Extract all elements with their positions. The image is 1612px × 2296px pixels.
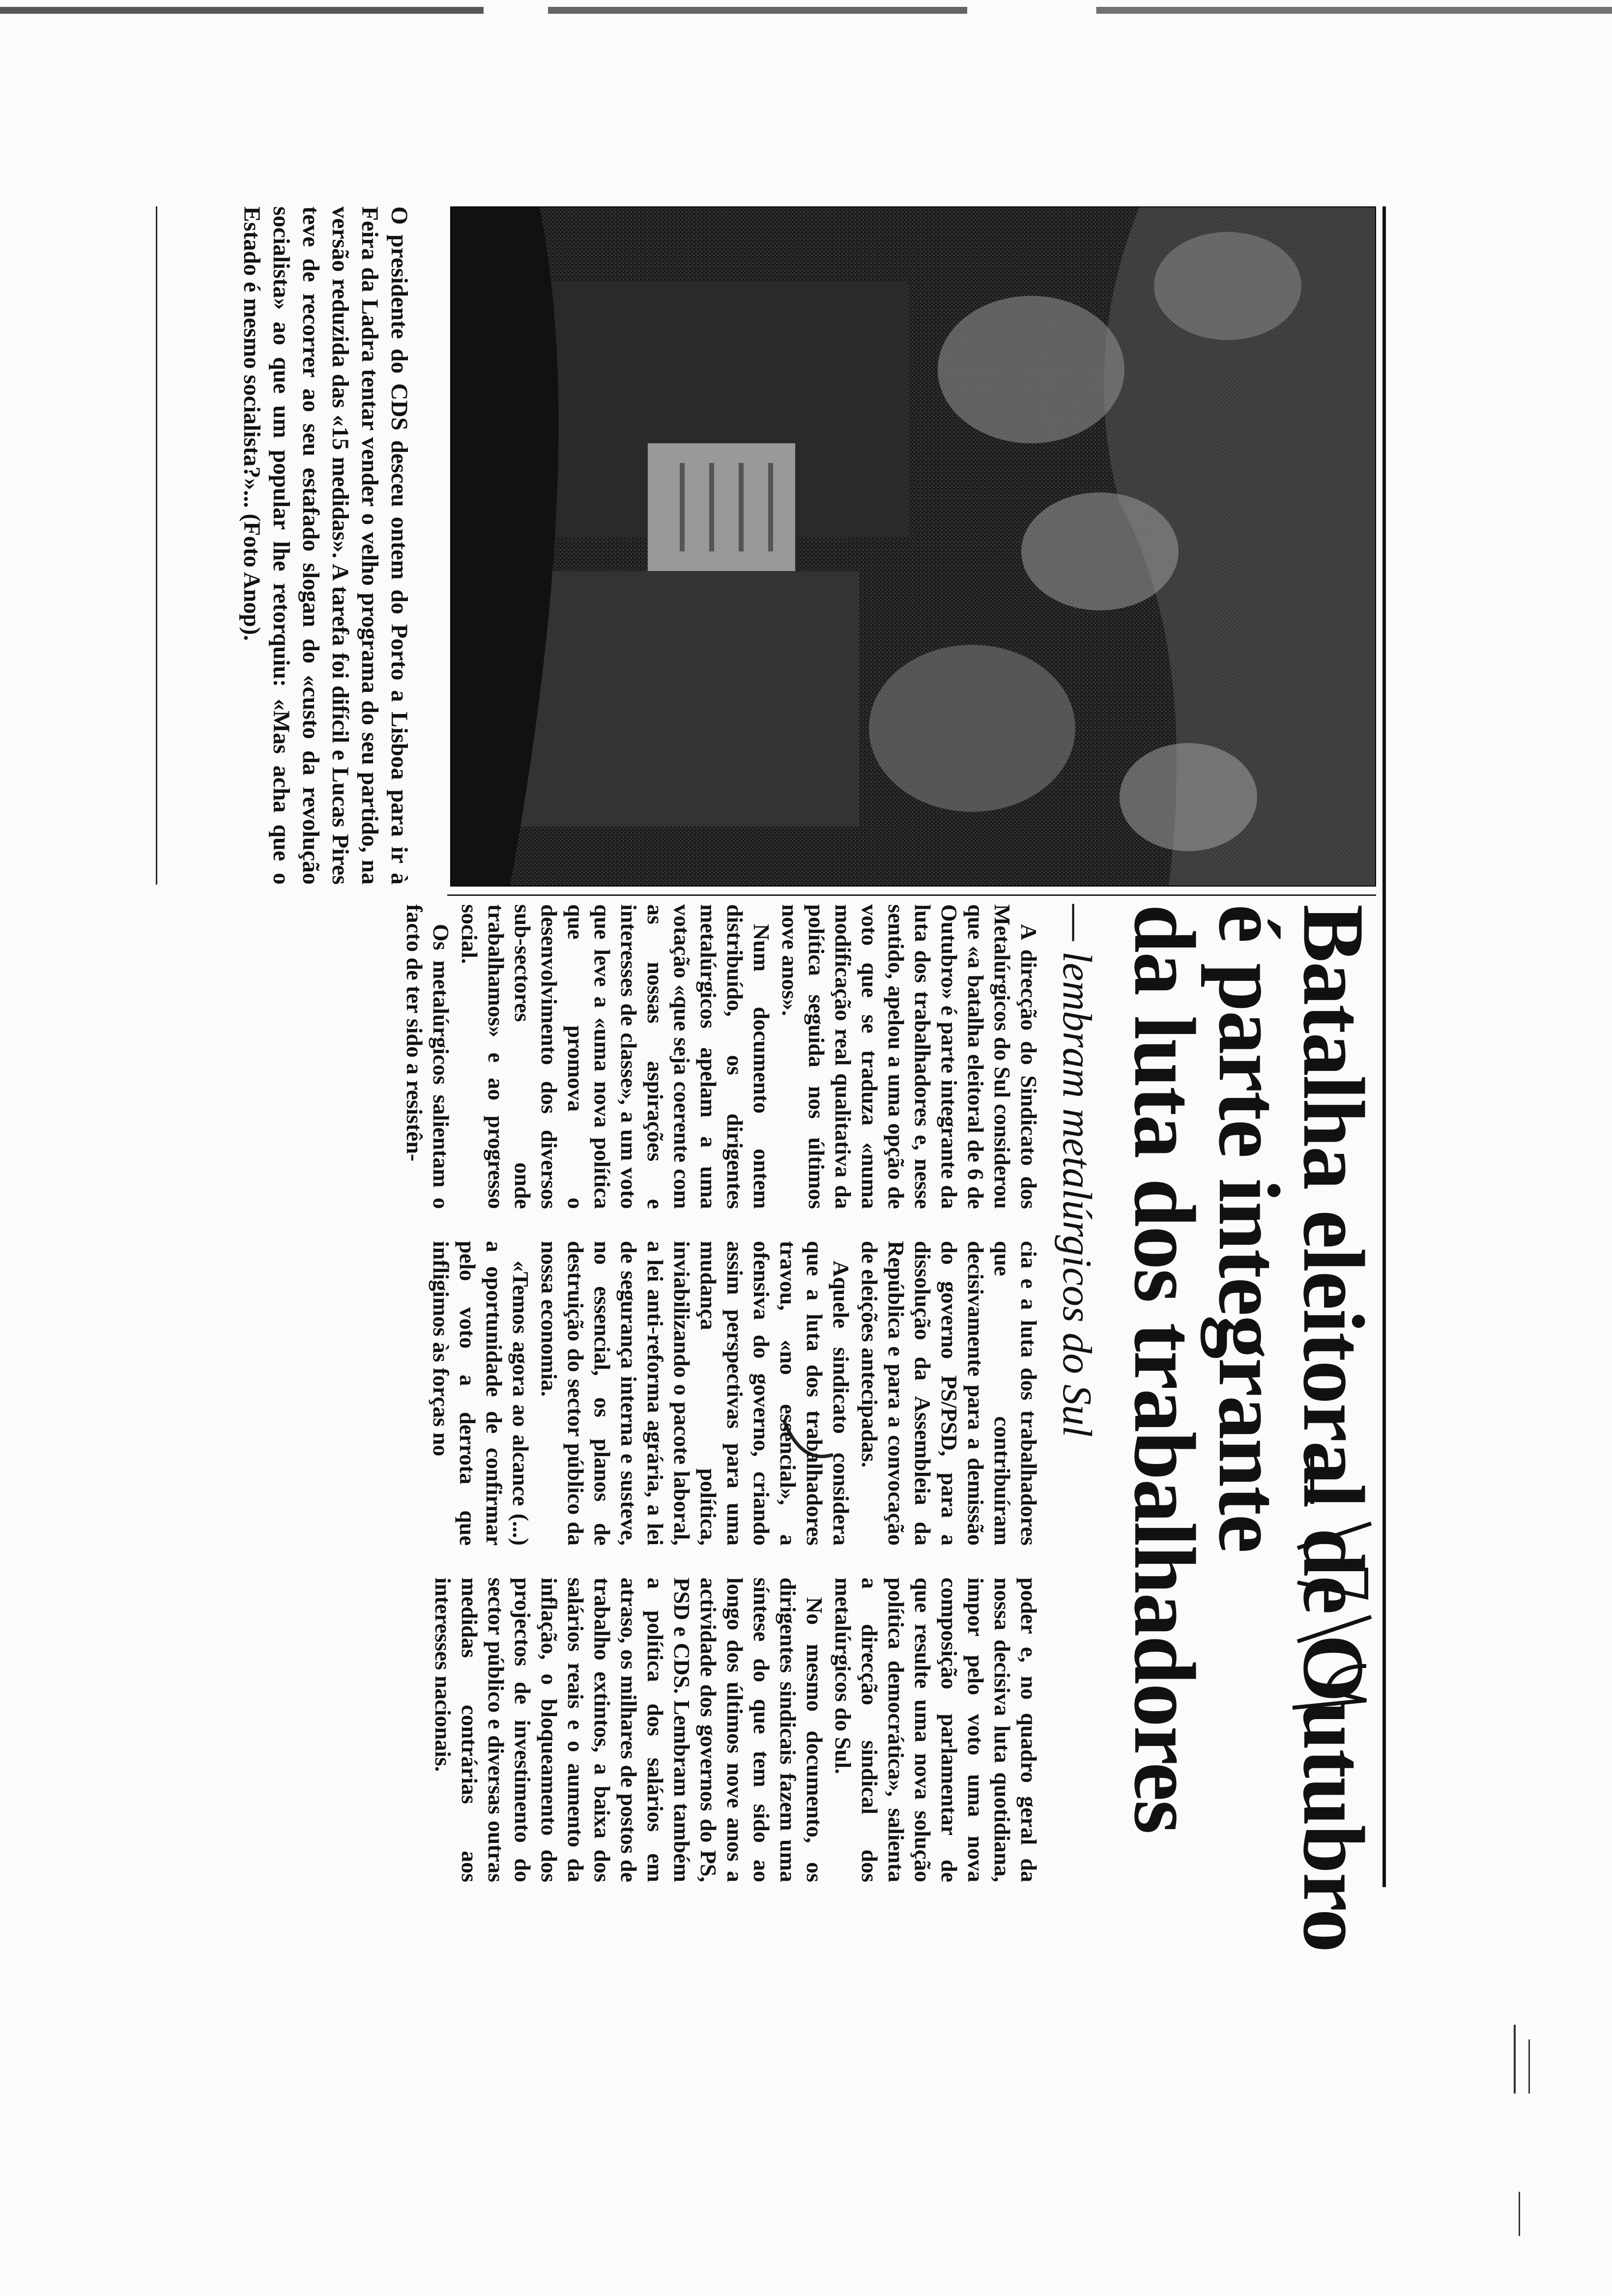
paragraph: No mesmo documento, os dirigentes sindicais fazem uma síntese do que tem sido ao longo dos últimos nove anos a actividade dos governos do PS, PSD e CDS. Lembram também a política dos salários em atraso, os milhares de postos de trabalho extintos, a baixa dos salários reais e o aumento da inflação, o bloqueamento dos projectos de investimento do sector público e diversas outras medidas contrárias aos interesses nacionais. [431, 1578, 827, 1882]
paragraph: «Temos agora ao alcance (...) a oportunidade de confirmar pelo voto a derrota que infligimos às forças no [429, 1241, 533, 1546]
headline-line: da luta dos trabalhadores [1116, 904, 1213, 1834]
scan-edge-mark [1519, 2192, 1520, 2236]
paragraph: cia e a luta dos trabalhadores que contribuíram decisivamente para a demissão do governo PS/PSD, para a dissolução da Assembleia da República e para a convocação de eleições antecipadas. [857, 1241, 1041, 1546]
paragraph: Num documento ontem distribuído, os dirigentes metalúrgicos apelam a uma votação «que seja coerente com as nossas aspirações e interesses de classe», a um voto que leve a «uma nova política que promova o desenvolvimento dos diversos sub-sectores onde trabalhamos» e ao progresso social. [457, 904, 774, 1209]
paragraph: A direcção do Sindicato dos Metalúrgicos do Sul considerou que «a batalha eleitoral de 6 de Outubro» é parte integrante da luta dos trabalhadores e, nesse sentido, apelou a uma opção de voto que se traduza «numa modificação real qualitativa da política seguida nos últimos nove anos». [777, 904, 1041, 1209]
article-column-1 [128, 904, 1042, 1209]
article-column-3 [128, 1578, 1042, 1882]
newspaper-clipping [138, 206, 1386, 1952]
column-divider [447, 894, 1376, 896]
handwritten-date [1288, 1435, 1386, 1740]
headline-line: Batalha eleitoral de Outubro [1285, 904, 1382, 1952]
paragraph: Aquele sindicato considera que a luta dos trabalhadores travou, «no essencial», a ofensiva do governo, criando assim perspectivas para uma mudança política, inviabilizando o pacote laboral, a lei anti-reforma agrária, a lei de segurança interna e susteve, no essencial, os planos de destruição do sector público da nossa economia. [537, 1241, 854, 1546]
photo-crowd-image [451, 207, 1375, 886]
press-photo [450, 206, 1376, 887]
caption-rule [156, 206, 157, 885]
paragraph: Os metalúrgicos salientam o facto de ter sido a resistên- [402, 904, 454, 1209]
paragraph: poder e, no quadro geral da nossa decisiva luta quotidiana, impor pelo voto uma nova composição parlamentar de que resulte uma nova solução política democrática», salienta a direcção sindical dos metalúrgicos do Sul. [831, 1578, 1041, 1882]
headline-line: é parte integrante [1201, 904, 1298, 1552]
scan-top-edge [0, 7, 1612, 14]
scan-edge-mark [1514, 2025, 1516, 2094]
photo-caption: O presidente do CDS desceu ontem do Porto a Lisboa para ir à Feira da Ladra tentar vender o velho programa do seu partido, na versão reduzida das «15 medidas». A tarefa foi difícil e Lucas Pires teve de recorrer ao seu estafado slogan do «custo da revolução socialista» ao que um popular lhe retorquiu: «Mas acha que o Estado é mesmo socialista?»... (Foto Anop). [239, 206, 412, 885]
article-column-2 [128, 1241, 1042, 1546]
scan-edge-mark [1528, 2039, 1530, 2094]
article-subheadline: — lembram metalúrgicos do Sul [1054, 904, 1100, 1437]
article-body [128, 904, 1042, 1882]
